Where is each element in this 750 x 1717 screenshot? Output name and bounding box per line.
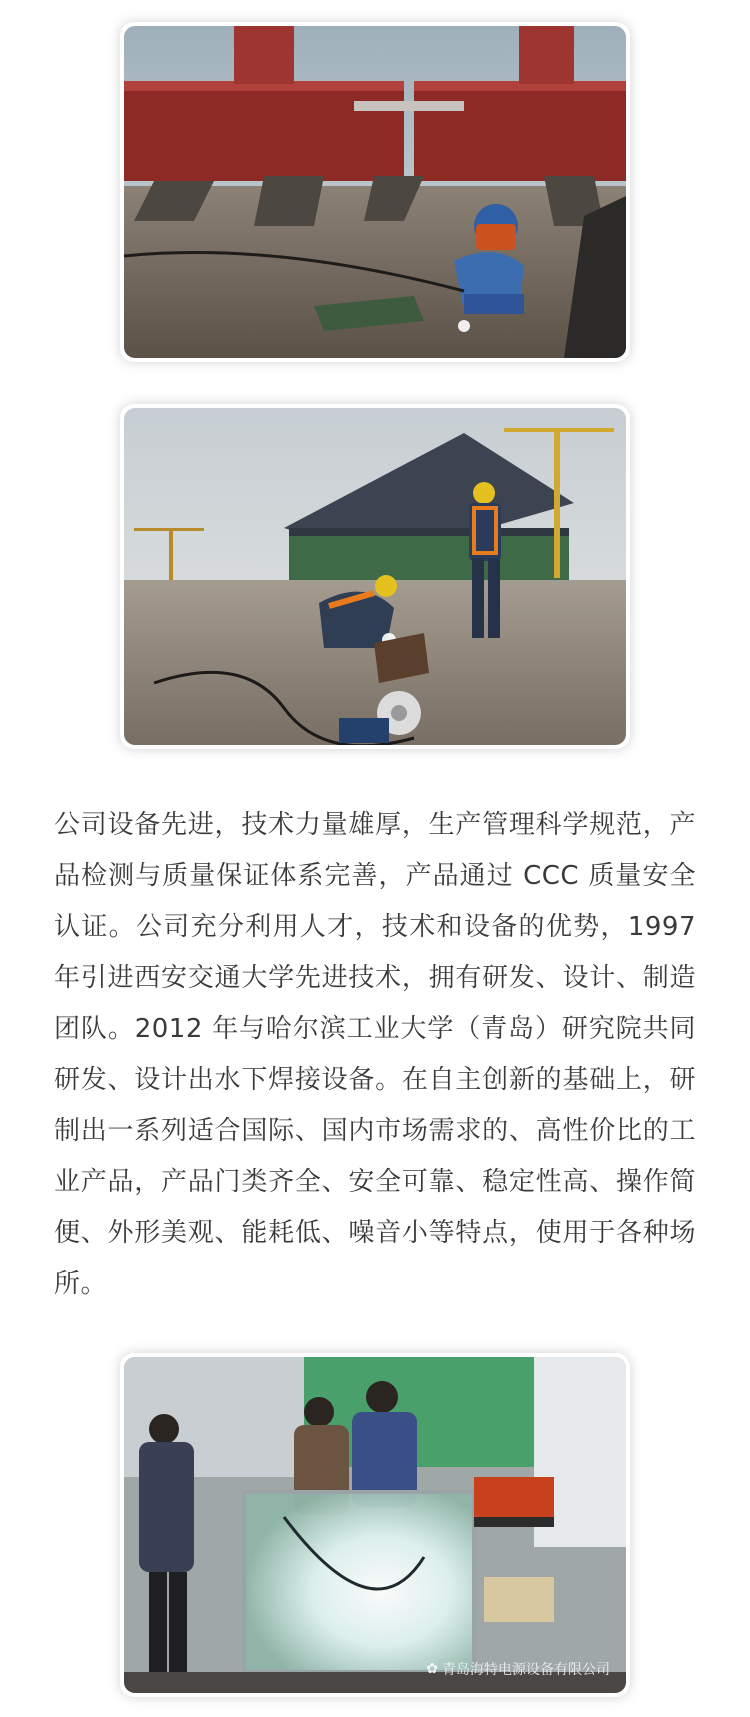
- photo-card-exhibition: [120, 1353, 630, 1697]
- wechat-icon: ✿: [426, 1661, 438, 1677]
- shipyard-photo: [124, 26, 626, 358]
- exhibition-photo: [124, 1357, 626, 1693]
- company-description: 公司设备先进，技术力量雄厚，生产管理科学规范，产品检测与质量保证体系完善，产品通过 CCC 质量安全认证。公司充分利用人才，技术和设备的优势，1997 年引进西安交通大学先进技术，拥有研发、设计、制造团队。2012 年与哈尔滨工业大学（青岛）研究院共同研发、设计出水下焊接设备。在自主创新的基础上，研制出一系列适合国际、国内市场需求的、高性价比的工业产品，产品门类齐全、安全可靠、稳定性高、操作简便、外形美观、能耗低、噪音小等特点，使用于各种场所。: [54, 810, 696, 1299]
- company-watermark: [426, 1659, 610, 1679]
- photo-card-shipyard: [120, 22, 630, 362]
- watermark-text: 青岛海特电源设备有限公司: [442, 1662, 610, 1678]
- construction-photo: [124, 408, 626, 745]
- photo-card-construction: [120, 404, 630, 749]
